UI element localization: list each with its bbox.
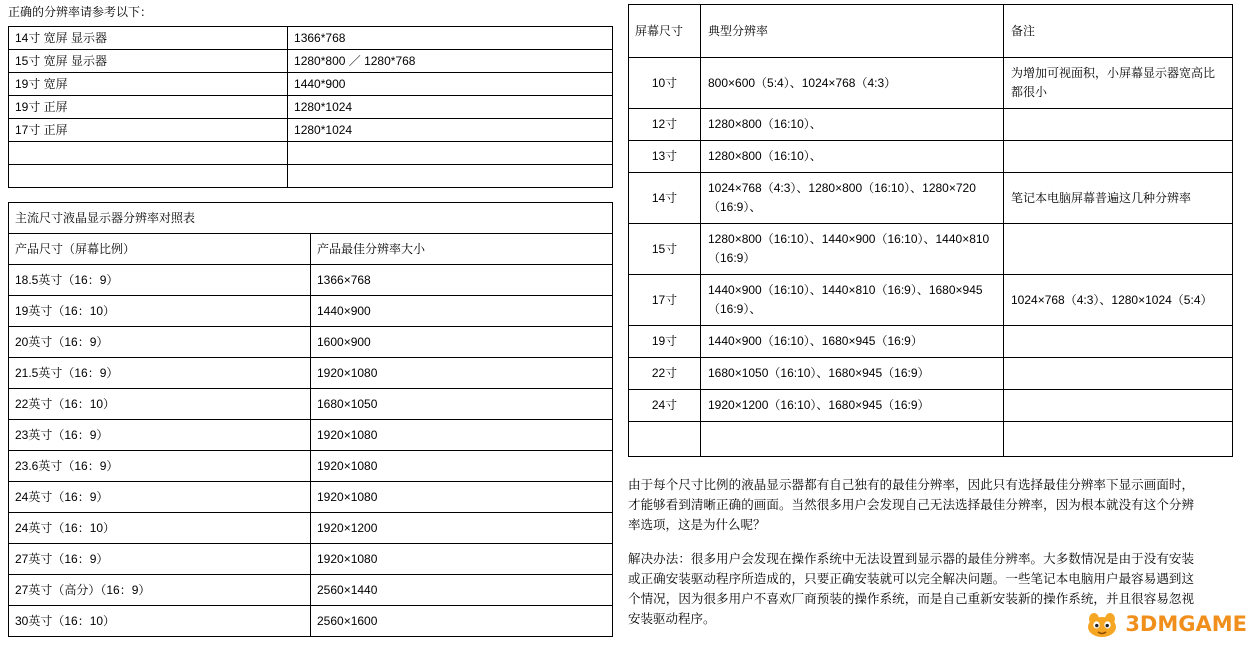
table-row <box>629 109 1233 141</box>
table-row <box>9 606 613 637</box>
intro-text: 正确的分辨率请参考以下： <box>8 5 153 19</box>
table-row <box>9 327 613 358</box>
cell-best-resolution: 1366×768 <box>311 265 613 296</box>
cell-typical-resolution <box>701 422 1004 457</box>
table-header-row <box>629 5 1233 58</box>
cell-product-size: 23英寸（16：9） <box>9 420 311 451</box>
header-typical-resolution: 典型分辨率 <box>701 5 1004 58</box>
cell-product-size: 27英寸（高分）（16：9） <box>9 575 311 606</box>
cell-product-size: 23.6英寸（16：9） <box>9 451 311 482</box>
logo-mark-icon <box>1085 609 1119 639</box>
table-row <box>9 513 613 544</box>
table-row <box>629 275 1233 326</box>
table-row <box>9 389 613 420</box>
cell-screen-size: 24寸 <box>629 390 701 422</box>
cell-product-size: 30英寸（16：10） <box>9 606 311 637</box>
cell-resolution <box>288 142 613 165</box>
header-note: 备注 <box>1004 5 1233 58</box>
cell-typical-resolution: 800×600（5:4）、1024×768（4:3） <box>701 58 1004 109</box>
table-row <box>629 390 1233 422</box>
cell-screen-size: 10寸 <box>629 58 701 109</box>
cell-size: 14寸 宽屏 显示器 <box>9 27 288 50</box>
cell-best-resolution: 2560×1600 <box>311 606 613 637</box>
table-row <box>9 165 613 188</box>
cell-resolution: 1280*800 ／ 1280*768 <box>288 50 613 73</box>
table-row <box>629 326 1233 358</box>
cell-size: 17寸 正屏 <box>9 119 288 142</box>
table-row <box>9 451 613 482</box>
cell-resolution: 1440*900 <box>288 73 613 96</box>
cell-size <box>9 142 288 165</box>
cell-product-size: 20英寸（16：9） <box>9 327 311 358</box>
cell-product-size: 21.5英寸（16：9） <box>9 358 311 389</box>
cell-screen-size: 19寸 <box>629 326 701 358</box>
cell-best-resolution: 1600×900 <box>311 327 613 358</box>
cell-note: 笔记本电脑屏幕普遍这几种分辨率 <box>1004 173 1233 224</box>
cell-best-resolution: 1920×1080 <box>311 358 613 389</box>
cell-note <box>1004 141 1233 173</box>
cell-note <box>1004 358 1233 390</box>
cell-note: 1024×768（4:3）、1280×1024（5:4） <box>1004 275 1233 326</box>
cell-note: 为增加可视面积，小屏幕显示器宽高比都很小 <box>1004 58 1233 109</box>
cell-resolution: 1366*768 <box>288 27 613 50</box>
cell-resolution: 1280*1024 <box>288 119 613 142</box>
table-row <box>9 119 613 142</box>
cell-screen-size <box>629 422 701 457</box>
cell-screen-size: 12寸 <box>629 109 701 141</box>
table-row <box>629 422 1233 457</box>
cell-screen-size: 13寸 <box>629 141 701 173</box>
mainstream-resolution-table <box>8 202 613 637</box>
cell-typical-resolution: 1280×800（16:10）、 <box>701 109 1004 141</box>
table-row <box>629 358 1233 390</box>
table-title-row <box>9 203 613 234</box>
table-row <box>9 27 613 50</box>
cell-typical-resolution: 1680×1050（16:10）、1680×945（16:9） <box>701 358 1004 390</box>
cell-product-size: 24英寸（16：10） <box>9 513 311 544</box>
cell-typical-resolution: 1920×1200（16:10）、1680×945（16:9） <box>701 390 1004 422</box>
cell-note <box>1004 109 1233 141</box>
cell-product-size: 22英寸（16：10） <box>9 389 311 420</box>
cell-best-resolution: 1920×1080 <box>311 420 613 451</box>
cell-size: 19寸 宽屏 <box>9 73 288 96</box>
cell-best-resolution: 1920×1080 <box>311 544 613 575</box>
watermark-logo <box>1085 609 1247 639</box>
table-row <box>9 96 613 119</box>
cell-typical-resolution: 1280×800（16:10）、1440×900（16:10）、1440×810（16:9） <box>701 224 1004 275</box>
typical-resolution-table <box>628 4 1233 457</box>
cell-product-size: 24英寸（16：9） <box>9 482 311 513</box>
cell-product-size: 19英寸（16：10） <box>9 296 311 327</box>
cell-note <box>1004 224 1233 275</box>
cell-product-size: 18.5英寸（16：9） <box>9 265 311 296</box>
table-row <box>629 173 1233 224</box>
cell-screen-size: 14寸 <box>629 173 701 224</box>
table-row <box>629 58 1233 109</box>
table-header-row <box>9 234 613 265</box>
cell-note <box>1004 422 1233 457</box>
cell-size <box>9 165 288 188</box>
cell-best-resolution: 2560×1440 <box>311 575 613 606</box>
cell-best-resolution: 1680×1050 <box>311 389 613 420</box>
cell-best-resolution: 1920×1080 <box>311 482 613 513</box>
cell-size: 19寸 正屏 <box>9 96 288 119</box>
header-best-resolution: 产品最佳分辨率大小 <box>311 234 613 265</box>
table-row <box>9 482 613 513</box>
cell-note <box>1004 390 1233 422</box>
cell-best-resolution: 1920×1080 <box>311 451 613 482</box>
cell-screen-size: 22寸 <box>629 358 701 390</box>
table-row <box>629 141 1233 173</box>
cell-screen-size: 15寸 <box>629 224 701 275</box>
cell-product-size: 27英寸（16：9） <box>9 544 311 575</box>
table-row <box>9 575 613 606</box>
cell-size: 15寸 宽屏 显示器 <box>9 50 288 73</box>
screen-size-table <box>8 26 613 188</box>
cell-best-resolution: 1440×900 <box>311 296 613 327</box>
cell-typical-resolution: 1024×768（4:3）、1280×800（16:10）、1280×720（16:9）、 <box>701 173 1004 224</box>
paragraph-explanation: 由于每个尺寸比例的液晶显示器都有自己独有的最佳分辨率，因此只有选择最佳分辨率下显示画面时，才能够看到清晰正确的画面。当然很多用户会发现自己无法选择最佳分辨率，因为根本就没有这个分辨率选项，这是为什么呢？ <box>628 478 1194 532</box>
table-row <box>9 544 613 575</box>
table-row <box>629 224 1233 275</box>
watermark-text: 3DMGAME <box>1125 612 1247 636</box>
table-row <box>9 420 613 451</box>
table-title: 主流尺寸液晶显示器分辨率对照表 <box>9 203 613 234</box>
table-row <box>9 296 613 327</box>
cell-note <box>1004 326 1233 358</box>
left-column <box>8 0 613 637</box>
paragraph-solution: 解决办法：很多用户会发现在操作系统中无法设置到显示器的最佳分辨率。大多数情况是由于没有安装或正确安装驱动程序所造成的，只要正确安装就可以完全解决问题。一些笔记本电脑用户最容易遇到这个情况，因为很多用户不喜欢厂商预装的操作系统，而是自己重新安装新的操作系统，并且很容易忽视安装驱动程序。 <box>628 552 1194 626</box>
cell-typical-resolution: 1280×800（16:10）、 <box>701 141 1004 173</box>
table-row <box>9 358 613 389</box>
header-screen-size: 屏幕尺寸 <box>629 5 701 58</box>
cell-resolution: 1280*1024 <box>288 96 613 119</box>
table-row <box>9 73 613 96</box>
cell-typical-resolution: 1440×900（16:10）、1680×945（16:9） <box>701 326 1004 358</box>
table-gap <box>8 188 613 202</box>
table-row <box>9 142 613 165</box>
cell-typical-resolution: 1440×900（16:10）、1440×810（16:9）、1680×945（16:9）、 <box>701 275 1004 326</box>
cell-screen-size: 17寸 <box>629 275 701 326</box>
header-product-size: 产品尺寸（屏幕比例） <box>9 234 311 265</box>
cell-resolution <box>288 165 613 188</box>
table-row <box>9 50 613 73</box>
cell-best-resolution: 1920×1200 <box>311 513 613 544</box>
table-row <box>9 265 613 296</box>
